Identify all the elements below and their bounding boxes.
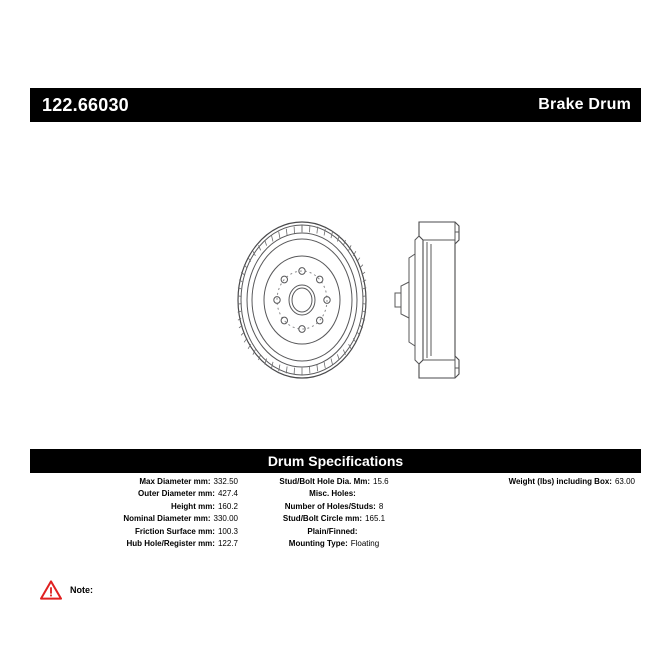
spec-row: [238, 526, 430, 538]
spec-row: [30, 526, 238, 538]
spec-value: [356, 488, 359, 500]
spec-label: Friction Surface mm:: [134, 526, 215, 536]
specs-table: [30, 476, 641, 550]
spec-value: 427.4: [217, 489, 238, 499]
part-number: 122.66030: [42, 94, 129, 115]
spec-row: [30, 538, 238, 550]
spec-label: Stud/Bolt Circle mm:: [282, 514, 363, 524]
spec-value: 332.50: [213, 477, 238, 486]
spec-value: 122.7: [217, 538, 238, 548]
spec-row: [30, 501, 238, 513]
spec-row: [430, 476, 641, 488]
spec-value: [358, 526, 361, 538]
specs-column-3: [430, 476, 641, 550]
spec-label: Number of Holes/Studs:: [284, 501, 376, 511]
spec-row: [238, 538, 430, 550]
brake-drum-front-view: [238, 222, 367, 378]
warning-triangle-icon: [40, 580, 62, 600]
spec-value: 15.6: [373, 477, 389, 486]
spec-label: Stud/Bolt Hole Dia. Mm:: [279, 477, 371, 486]
spec-label: Mounting Type:: [288, 538, 348, 548]
spec-value: 8: [378, 501, 384, 511]
product-drawing: [30, 130, 641, 430]
spec-value: 160.2: [217, 501, 238, 511]
spec-label: Height mm:: [170, 501, 215, 511]
brake-drum-side-view: [395, 222, 459, 378]
spec-label: Misc. Holes:: [309, 489, 356, 499]
spec-label: Max Diameter mm:: [139, 477, 211, 486]
brake-drum-illustration: [30, 130, 641, 430]
note-label: Note:: [70, 585, 93, 595]
specs-column-2: [238, 476, 430, 550]
note-row: [40, 580, 101, 600]
page-title: Brake Drum: [538, 96, 631, 113]
spec-row: [238, 488, 430, 500]
specs-column-1: [30, 476, 238, 550]
spec-value: 165.1: [365, 514, 386, 524]
spec-label: Plain/Finned:: [307, 526, 358, 536]
spec-value: 100.3: [217, 526, 238, 536]
spec-label: Outer Diameter mm:: [138, 489, 215, 499]
spec-row: [30, 488, 238, 500]
specs-section-header: [30, 449, 641, 473]
spec-label: Hub Hole/Register mm:: [126, 538, 215, 548]
spec-label: Nominal Diameter mm:: [123, 514, 211, 524]
spec-row: [30, 476, 238, 488]
title-bar: [30, 88, 641, 122]
spec-row: [238, 476, 430, 488]
spec-row: [30, 513, 238, 525]
spec-value: 330.00: [213, 514, 238, 524]
spec-value: 63.00: [614, 477, 635, 486]
specs-title: Drum Specifications: [267, 453, 404, 469]
spec-value: Floating: [350, 538, 380, 548]
spec-row: [238, 513, 430, 525]
spec-label: Weight (lbs) including Box:: [508, 477, 612, 486]
spec-row: [238, 501, 430, 513]
